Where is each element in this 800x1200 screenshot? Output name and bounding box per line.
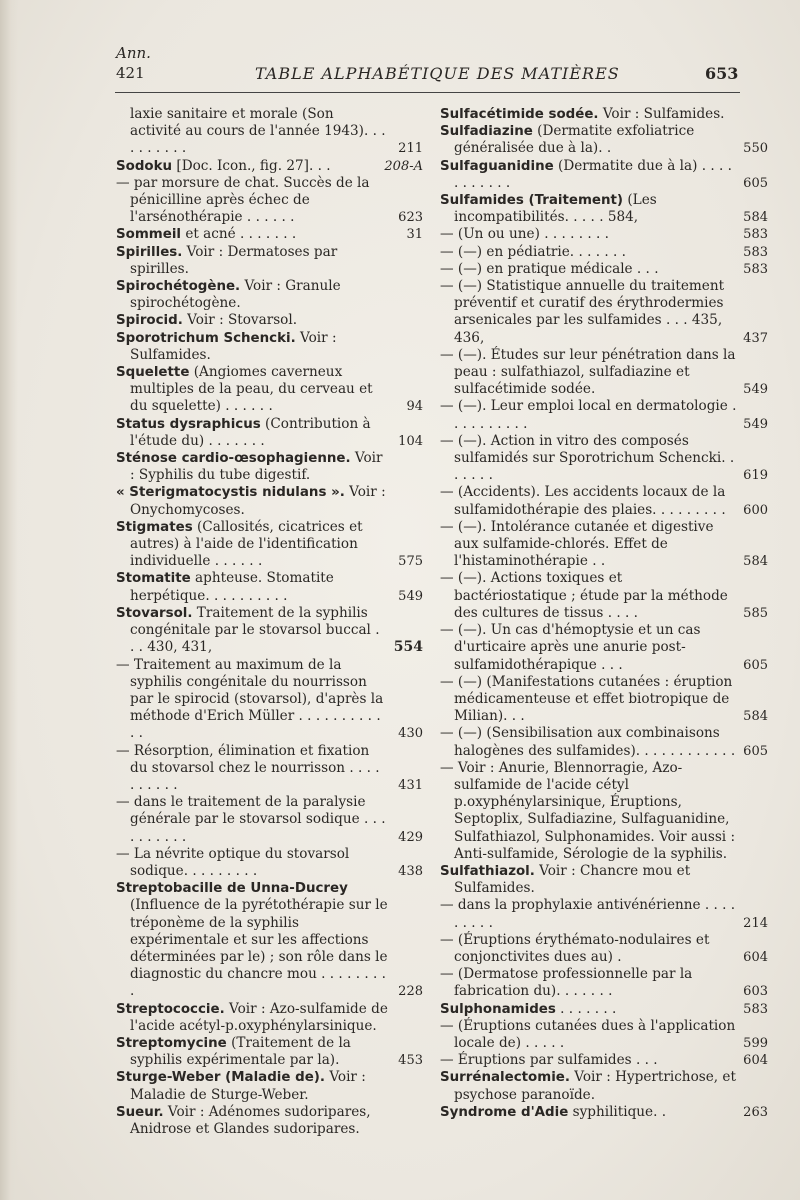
- entry-text: Voir : Chancre mou et Sulfamides.: [454, 862, 691, 897]
- entry-headword: Sturge-Weber (Maladie de).: [116, 1070, 326, 1086]
- entry-text: — (Accidents). Les accidents locaux de la sulfamidothérapie des plaies. . . . . . . . .: [440, 484, 726, 518]
- entry-page-number: 583: [743, 244, 768, 260]
- index-entry: [440, 398, 768, 432]
- index-entry: [440, 760, 738, 863]
- entry-text: Voir : Azo-sulfamide de l'acide acétyl-p.oxyphénylarsinique.: [130, 1000, 388, 1034]
- index-entry: [116, 364, 423, 416]
- entry-text: (Dermatite exfoliatrice généralisée due à la). .: [454, 123, 695, 157]
- left-column: [116, 106, 423, 1138]
- entry-text: laxie sanitaire et morale (Son activité au cours de l'année 1943). . . . . . . . . .: [130, 106, 386, 157]
- index-entry: [440, 226, 768, 243]
- entry-headword: Sodoku: [116, 158, 173, 174]
- entry-headword: Sulfacétimide sodée.: [440, 107, 599, 122]
- entry-text: Voir : Onychomycoses.: [130, 484, 386, 518]
- entry-text: Voir : Syphilis du tube digestif.: [130, 450, 383, 484]
- entry-text: Voir : Sulfamides.: [598, 106, 725, 122]
- entry-text: (Angiomes caverneux multiples de la peau, du cerveau et du squelette) . . . . . .: [130, 364, 373, 415]
- index-entry: [116, 880, 423, 1000]
- page-edge-shadow: [0, 0, 18, 1200]
- entry-text: — (—). Actions toxiques et bactériostatique ; étude par la méthode des cultures de tissus . . . .: [440, 570, 728, 621]
- entry-text: — La névrite optique du stovarsol sodique. . . . . . . . .: [116, 845, 350, 879]
- index-entry: [440, 260, 768, 278]
- index-entry: [440, 863, 738, 897]
- entry-text: — (—). Leur emploi local en dermatologie . . . . . . . . . .: [440, 398, 737, 432]
- index-entry: [116, 570, 423, 604]
- entry-headword: Spirochétogène.: [116, 279, 241, 295]
- entry-text: syphilitique. .: [568, 1103, 667, 1120]
- entry-text: (Callosités, cicatrices et autres) à l'aide de l'identification individuelle . . . . . .: [130, 518, 363, 570]
- entry-text: — (—). Action in vitro des composés sulfamidés sur Sporotrichum Schencki. . . . . . .: [440, 432, 735, 484]
- right-column: [440, 106, 768, 1121]
- entry-text: (Dermatite due à la) . . . . . . . . . . .: [454, 157, 732, 191]
- entry-text: aphteuse. Stomatite herpétique. . . . . . . . . .: [130, 570, 334, 604]
- entry-page-number: 430: [398, 726, 423, 742]
- index-entry: [440, 897, 768, 931]
- index-entry: [440, 106, 738, 123]
- entry-headword: « Sterigmatocystis nidulans ».: [116, 485, 345, 501]
- entry-text: — (—) en pédiatrie. . . . . . .: [440, 243, 626, 260]
- entry-text: Voir : Stovarsol.: [182, 312, 298, 329]
- entry-page-number: 603: [743, 984, 768, 1000]
- entry-headword: Sulfamides (Traitement): [440, 193, 624, 209]
- running-title: TABLE ALPHABÉTIQUE DES MATIÈRES: [255, 64, 620, 83]
- entry-headword: Streptobacille de Unna-Ducrey: [116, 881, 348, 897]
- entry-text: . . . . . . .: [555, 1000, 617, 1017]
- entry-page-number: 228: [398, 984, 423, 1000]
- entry-headword: Sulphonamides: [440, 1001, 556, 1017]
- index-entry: [116, 415, 423, 450]
- entry-page-number: 575: [398, 554, 423, 570]
- index-entry: [116, 794, 423, 846]
- entry-page-number: 431: [398, 777, 423, 793]
- entry-text: — (—). Un cas d'hémoptysie et un cas d'urticaire après une anurie post-sulfamidothérapique . . .: [440, 622, 701, 673]
- entry-page-number: 583: [743, 261, 768, 277]
- index-entry: [116, 518, 423, 571]
- entry-page-number: 429: [398, 829, 423, 845]
- entry-page-number: 437: [743, 330, 768, 346]
- index-entry: [440, 931, 768, 966]
- entry-text: — Voir : Anurie, Blennorragie, Azo-sulfamide de l'acide cétyl p.oxyphénylarsinique, Éruptions, Septoplix, Sulfadiazine, Sulfaguanidine, Sulfathiazol, Sulphonamides. Voir aussi : Anti-sulfamide, Sérologie de la syphilis.: [440, 759, 736, 862]
- entry-text: — (Un ou une) . . . . . . . .: [440, 226, 610, 243]
- index-entry: [440, 278, 768, 347]
- entry-page-number: 31: [406, 227, 423, 243]
- entry-headword: Streptococcie.: [116, 1001, 225, 1017]
- entry-text: Voir : Hypertrichose, et psychose paranoïde.: [454, 1069, 736, 1103]
- index-entry: [116, 1104, 388, 1138]
- entry-page-number: 550: [743, 141, 768, 157]
- entry-page-number: 605: [743, 743, 768, 759]
- index-entry: [440, 484, 768, 518]
- index-entry: [116, 278, 388, 312]
- entry-headword: Stigmates: [116, 519, 193, 535]
- index-entry: [440, 192, 768, 226]
- annotation-number: 421: [116, 64, 145, 82]
- entry-page-number: 94: [406, 399, 423, 415]
- entry-page-number: 554: [393, 639, 423, 656]
- index-entry: [116, 106, 423, 158]
- index-entry: [440, 966, 768, 1000]
- index-entry: [116, 244, 388, 278]
- entry-headword: Stovarsol.: [116, 605, 193, 621]
- page-number: 653: [705, 64, 739, 83]
- index-entry: [440, 570, 768, 622]
- entry-headword: Spirilles.: [116, 244, 183, 260]
- index-entry: [116, 174, 423, 227]
- entry-headword: Sueur.: [116, 1104, 164, 1120]
- entry-headword: Syndrome d'Adie: [440, 1104, 569, 1120]
- entry-page-number: 604: [743, 949, 768, 965]
- entry-page-number: 214: [743, 915, 768, 931]
- index-entry: [116, 330, 388, 364]
- index-entry: [440, 243, 768, 261]
- index-entry: [116, 157, 423, 175]
- index-entry: [116, 845, 423, 880]
- entry-text: — dans le traitement de la paralysie générale par le stovarsol sodique . . . . . . . . . .: [116, 794, 386, 845]
- entry-text: — (Éruptions cutanées dues à l'application locale de) . . . . .: [440, 1017, 736, 1051]
- entry-text: et acné . . . . . . .: [181, 226, 297, 243]
- index-entry: [116, 450, 388, 484]
- entry-page-number: 599: [743, 1035, 768, 1051]
- entry-page-number: 263: [743, 1104, 768, 1120]
- index-entry: [440, 673, 768, 726]
- entry-page-number: 605: [743, 657, 768, 673]
- index-entry: [440, 346, 768, 399]
- index-entry: [116, 742, 423, 795]
- index-entry: [116, 1001, 388, 1035]
- header-rule: [115, 92, 740, 93]
- index-entry: [440, 432, 768, 485]
- entry-text: — (—) Statistique annuelle du traitement préventif et curatif des érythrodermies arsenicales par les sulfamides . . . 435, 436,: [440, 278, 725, 346]
- entry-page-number: 583: [743, 227, 768, 243]
- index-entry: [440, 1000, 768, 1018]
- entry-text: Voir : Dermatoses par spirilles.: [130, 243, 338, 277]
- entry-text: [Doc. Icon., fig. 27]. . .: [172, 157, 331, 174]
- index-entry: [440, 1103, 768, 1121]
- entry-text: Voir : Adénomes sudoripares, Anidrose et Glandes sudoripares.: [130, 1103, 371, 1137]
- entry-page-number: 585: [743, 605, 768, 621]
- index-entry: [116, 1034, 423, 1069]
- index-entry: [440, 157, 768, 192]
- entry-text: — (—). Études sur leur pénétration dans la peau : sulfathiazol, sulfadiazine et sulfacétimide sodée.: [440, 346, 736, 398]
- entry-page-number: 584: [743, 709, 768, 725]
- entry-page-number: 208-A: [384, 158, 423, 174]
- entry-page-number: 104: [398, 433, 423, 449]
- entry-page-number: 600: [743, 502, 768, 518]
- entry-text: (Traitement de la syphilis expérimentale par la).: [130, 1034, 351, 1069]
- entry-page-number: 549: [398, 588, 423, 604]
- entry-text: Voir : Sulfamides.: [130, 329, 337, 363]
- entry-page-number: 623: [398, 210, 423, 226]
- entry-headword: Status dysraphicus: [116, 416, 261, 432]
- entry-headword: Sommeil: [116, 227, 182, 243]
- entry-page-number: 211: [398, 141, 423, 157]
- entry-headword: Stomatite: [116, 571, 191, 587]
- annotation-ann: Ann.: [116, 44, 151, 62]
- entry-headword: Sulfathiazol.: [440, 863, 535, 879]
- entry-text: — (Éruptions érythémato-nodulaires et conjonctivites dues au) .: [440, 931, 710, 965]
- entry-text: (Contribution à l'étude du) . . . . . . .: [130, 415, 371, 449]
- entry-page-number: 619: [743, 468, 768, 484]
- entry-text: — (Dermatose professionnelle par la fabrication du). . . . . . .: [440, 966, 693, 1000]
- entry-text: Traitement de la syphilis congénitale par le stovarsol buccal . . . 430, 431,: [130, 604, 380, 656]
- entry-page-number: 584: [743, 554, 768, 570]
- entry-page-number: 604: [743, 1053, 768, 1069]
- entry-text: — (—) (Sensibilisation aux combinaisons halogènes des sulfamides). . . . . . . . . . . .: [440, 725, 736, 759]
- index-entry: [440, 725, 768, 759]
- entry-text: (Influence de la pyrétothérapie sur le tréponème de la syphilis expérimentale et sur les affections déterminées par le) ; son rôle dans le diagnostic du chancre mou . . . . . . . . .: [130, 897, 388, 1000]
- entry-text: — Traitement au maximum de la syphilis congénitale du nourrisson par le spirocid (stovarsol), d'après la méthode d'Erich Müller . . . . . . . . . . . .: [116, 656, 384, 742]
- entry-text: Voir : Granule spirochétogène.: [130, 278, 341, 312]
- entry-text: — (—). Intolérance cutanée et digestive aux sulfamide-chlorés. Effet de l'histaminothérapie . .: [440, 518, 714, 570]
- index-entry: [116, 226, 423, 243]
- index-entry: [440, 518, 768, 571]
- entry-headword: Surrénalectomie.: [440, 1070, 570, 1086]
- index-entry: [116, 604, 423, 657]
- index-entry: [116, 656, 423, 743]
- entry-text: — Éruptions par sulfamides . . .: [440, 1052, 658, 1069]
- entry-page-number: 605: [743, 175, 768, 191]
- entry-text: — (—) (Manifestations cutanées : éruption médicamenteuse et effet biotropique de Milian). . .: [440, 673, 733, 725]
- index-entry: [440, 1052, 768, 1069]
- entry-text: — (—) en pratique médicale . . .: [440, 260, 659, 277]
- entry-text: — dans la prophylaxie antivénérienne . . . . . . . . .: [440, 897, 736, 931]
- entry-headword: Spirocid.: [116, 313, 183, 329]
- entry-headword: Sporotrichum Schencki.: [116, 330, 296, 346]
- entry-text: — Résorption, élimination et fixation du stovarsol chez le nourrisson . . . . . . . . . .: [116, 742, 380, 793]
- entry-page-number: 584: [743, 210, 768, 226]
- entry-headword: Sulfadiazine: [440, 124, 533, 140]
- entry-page-number: 453: [398, 1053, 423, 1069]
- entry-headword: Squelette: [116, 365, 190, 381]
- entry-text: — par morsure de chat. Succès de la pénicilline après échec de l'arsénothérapie . . . . . .: [116, 174, 370, 226]
- index-entry: [440, 123, 768, 157]
- entry-page-number: 583: [743, 1001, 768, 1017]
- entry-headword: Sulfaguanidine: [440, 158, 554, 174]
- index-entry: [116, 312, 388, 329]
- entry-headword: Streptomycine: [116, 1035, 227, 1051]
- entry-page-number: 549: [743, 382, 768, 398]
- entry-page-number: 438: [398, 863, 423, 879]
- index-entry: [116, 1069, 388, 1103]
- index-entry: [116, 484, 388, 518]
- entry-headword: Sténose cardio-œsophagienne.: [116, 451, 351, 467]
- entry-page-number: 549: [743, 416, 768, 432]
- index-entry: [440, 1069, 738, 1103]
- index-entry: [440, 1017, 768, 1052]
- index-entry: [440, 622, 768, 674]
- entry-text: (Les incompatibilités. . . . . 584,: [454, 192, 657, 226]
- entry-text: Voir : Maladie de Sturge-Weber.: [130, 1069, 366, 1103]
